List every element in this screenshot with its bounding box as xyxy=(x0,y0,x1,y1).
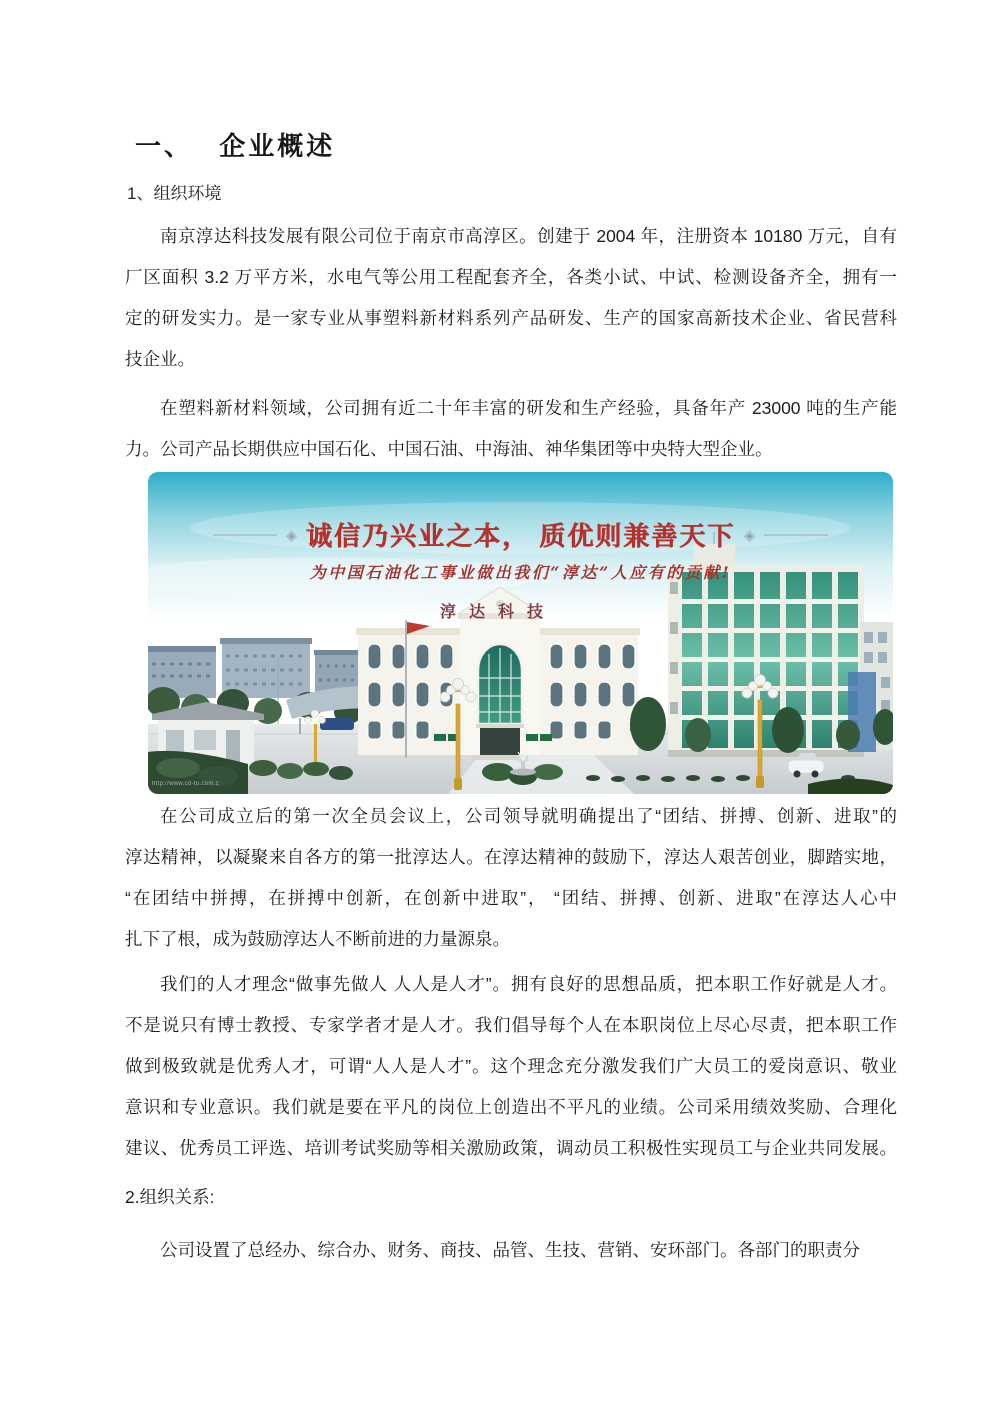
text-line: 南京淳达科技发展有限公司位于南京市高淳区。创建于 2004 年，注册资本 10180 万元，自有 xyxy=(160,226,897,246)
flourish-line-right xyxy=(764,534,828,536)
paragraph-production xyxy=(125,388,897,470)
building-sign-text: 淳达科技 xyxy=(439,604,557,621)
page-title: 一、 企业概述 xyxy=(135,131,336,161)
text-line: 意识和专业意识。我们就是要在平凡的岗位上创造出不平凡的业绩。公司采用绩效奖励、合理化 xyxy=(125,1097,897,1117)
text-line: 厂区面积 3.2 万平方米，水电气等公用工程配套齐全，各类小试、中试、检测设备齐全，拥有一 xyxy=(125,267,897,287)
text-line: 做到极致就是优秀人才，可谓“人人是人才”。这个理念充分激发我们广大员工的爱岗意识、敬业 xyxy=(125,1056,897,1076)
section-2-label: 2.组织关系: xyxy=(125,1187,215,1207)
document-content xyxy=(125,0,897,1279)
text-line: 力。公司产品长期供应中国石化、中国石油、中海油、神华集团等中央特大型企业。 xyxy=(125,439,773,459)
paragraph-departments xyxy=(125,1230,897,1271)
company-campus-photo xyxy=(148,472,893,794)
diamond-ornament-right: ◈ xyxy=(744,526,755,543)
slogan-banner xyxy=(148,516,893,553)
text-line: 建议、优秀员工评选、培训考试奖励等相关激励政策，调动员工积极性实现员工与企业共同发展。 xyxy=(125,1138,897,1158)
text-line: 定的研发实力。是一家专业从事塑料新材料系列产品研发、生产的国家高新技术企业、省民营科 xyxy=(125,308,897,328)
text-line: 淳达精神，以凝聚来自各方的第一批淳达人。在淳达精神的鼓励下，淳达人艰苦创业，脚踏实地， xyxy=(125,847,897,867)
company-slogan: 诚信乃兴业之本， 质优则兼善天下 xyxy=(305,521,736,551)
text-line: 我们的人才理念“做事先做人 人人是人才”。拥有良好的思想品质，把本职工作好就是人才。 xyxy=(160,974,897,994)
photo-watermark: http://www.cd-tu.com.c xyxy=(152,781,219,787)
text-line: 不是说只有博士教授、专家学者才是人才。我们倡导每个人在本职岗位上尽心尽责，把本职工作 xyxy=(125,1015,897,1035)
paragraph-talent-philosophy xyxy=(125,964,897,1169)
diamond-ornament-left: ◈ xyxy=(286,526,297,543)
paragraph-company-intro xyxy=(125,216,897,380)
text-line: 在塑料新材料领域，公司拥有近二十年丰富的研发和生产经验，具备年产 23000 吨的生产能 xyxy=(160,398,897,418)
paragraph-company-spirit xyxy=(125,796,897,960)
text-line: “在团结中拼搏，在拼搏中创新，在创新中进取”， “团结、拼搏、创新、进取”在淳达人心中 xyxy=(125,888,897,908)
text-line: 扎下了根，成为鼓励淳达人不断前进的力量源泉。 xyxy=(125,929,510,949)
slogan-subtitle: 为中国石油化工事业做出我们“淳达”人应有的贡献! xyxy=(309,563,732,582)
text-line: 公司设置了总经办、综合办、财务、商技、品管、生技、营销、安环部门。各部门的职责分 xyxy=(160,1240,860,1260)
flourish-line-left xyxy=(213,534,277,536)
text-line: 在公司成立后的第一次全员会议上，公司领导就明确提出了“团结、拼搏、创新、进取”的 xyxy=(160,806,897,826)
text-line: 技企业。 xyxy=(125,349,195,369)
section-1-label: 1、组织环境 xyxy=(127,184,222,203)
